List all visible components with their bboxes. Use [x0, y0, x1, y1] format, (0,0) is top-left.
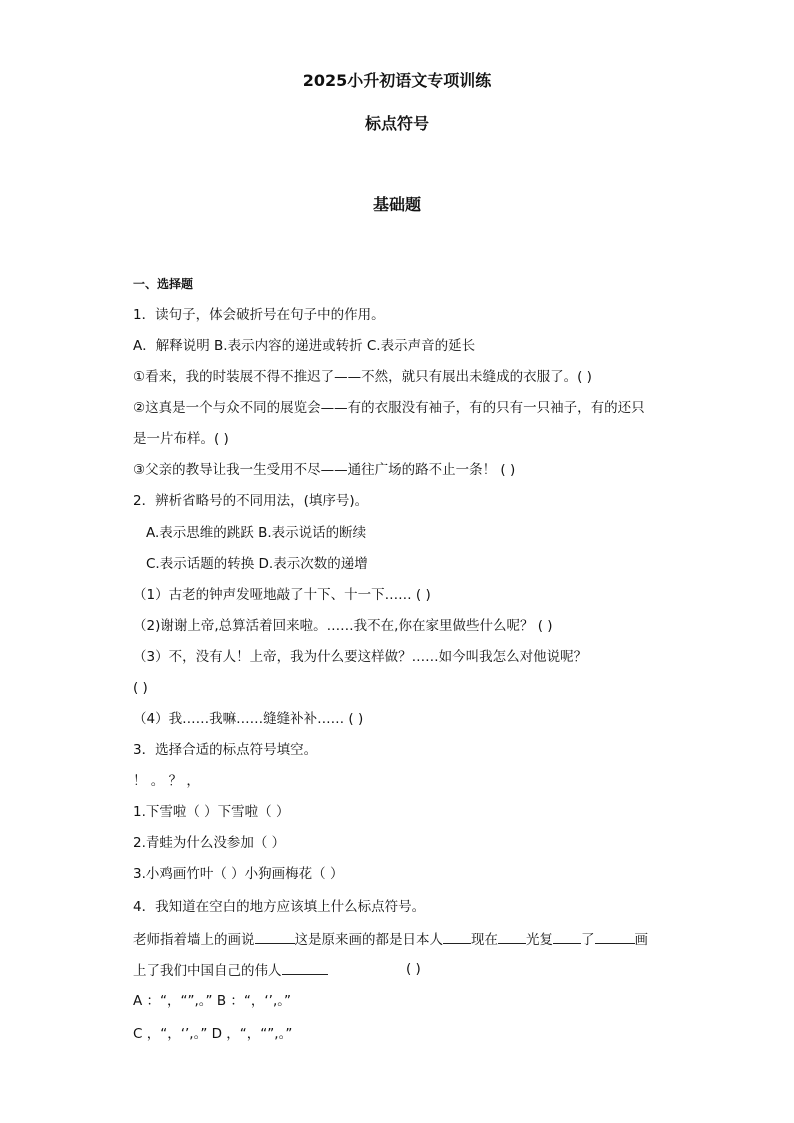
question-4-answer-paren: ( ) — [406, 961, 421, 977]
answer-blank[interactable] — [255, 929, 295, 944]
document-title: 2025小升初语文专项训练 — [302, 71, 492, 90]
passage-segment: 上了我们中国自己的伟人 — [133, 963, 282, 979]
question-3-sentence-3: 3.小鸡画竹叶（ ）小狗画梅花（ ） — [133, 866, 344, 882]
answer-blank[interactable] — [282, 960, 328, 975]
answer-blank[interactable] — [443, 929, 471, 944]
question-2-sentence-3-paren: ( ) — [133, 680, 148, 696]
question-1-stem: 1．读句子，体会破折号在句子中的作用。 — [133, 307, 385, 323]
question-3-sentence-1: 1.下雪啦（ ）下雪啦（ ） — [133, 804, 290, 820]
question-4-options-ab: A ：“，“”,。” B ：“，‘’,。” — [133, 993, 291, 1009]
question-3-stem: 3．选择合适的标点符号填空。 — [133, 742, 318, 758]
passage-segment: 光复 — [526, 932, 553, 948]
question-2-options-row-2: C.表示话题的转换 D.表示次数的递增 — [146, 556, 368, 572]
question-3-symbols: ！ 。 ？ ， — [133, 773, 200, 789]
passage-segment: 画 — [634, 932, 648, 948]
answer-blank[interactable] — [595, 929, 635, 944]
document-subtitle: 标点符号 — [364, 114, 429, 133]
section-heading: 基础题 — [372, 195, 421, 214]
question-2-options-row-1: A.表示思维的跳跃 B.表示说话的断续 — [146, 525, 367, 541]
question-2-sentence-3: （3）不，没有人！上帝，我为什么要这样做？……如今叫我怎么对他说呢？ — [133, 649, 588, 665]
question-2-sentence-2: （2)谢谢上帝,总算活着回来啦。……我不在,你在家里做些什么呢？ ( ) — [133, 618, 553, 634]
question-1-options: A．解释说明 B.表示内容的递进或转折 C.表示声音的延长 — [133, 338, 476, 354]
question-4-passage-line-2 — [133, 960, 328, 980]
question-1-sentence-2: ②这真是一个与众不同的展览会——有的衣服没有袖子，有的只有一只袖子，有的还只 — [133, 400, 645, 416]
answer-blank[interactable] — [553, 929, 581, 944]
question-1-sentence-2-continued: 是一片布样。( ) — [133, 431, 229, 447]
question-1-sentence-1: ①看来，我的时装展不得不推迟了——不然，就只有展出未缝成的衣服了。( ) — [133, 369, 592, 385]
part-heading: 一、选择题 — [133, 277, 194, 291]
answer-blank[interactable] — [498, 929, 526, 944]
question-2-sentence-4: （4）我……我嘛……缝缝补补…… ( ) — [133, 711, 364, 727]
passage-segment: 老师指着墙上的画说 — [133, 932, 255, 948]
question-4-options-cd: C ，“，‘’,。” D ，“，“”,。” — [133, 1026, 293, 1042]
question-2-sentence-1: （1）古老的钟声发哑地敲了十下、十一下…… ( ) — [133, 587, 431, 603]
question-4-passage-line-1 — [133, 929, 648, 949]
question-2-stem: 2．辨析省略号的不同用法，(填序号)。 — [133, 493, 369, 509]
question-1-sentence-3: ③父亲的教导让我一生受用不尽——通往广场的路不止一条！ ( ) — [133, 462, 516, 478]
question-4-stem: 4．我知道在空白的地方应该填上什么标点符号。 — [133, 899, 426, 915]
passage-segment: 现在 — [471, 932, 498, 948]
passage-segment: 了 — [581, 932, 595, 948]
passage-segment: 这是原来画的都是日本人 — [294, 932, 443, 948]
question-3-sentence-2: 2.青蛙为什么没参加（ ） — [133, 835, 286, 851]
